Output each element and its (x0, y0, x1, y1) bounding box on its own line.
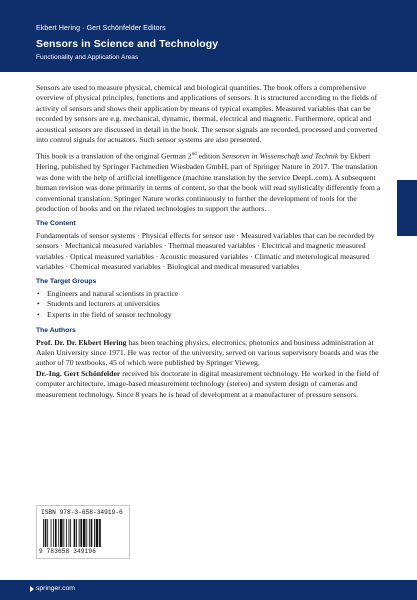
barcode-bar (99, 519, 101, 547)
author-bio (36, 338, 388, 400)
barcode-bar (60, 519, 63, 547)
barcode-bar (47, 519, 48, 547)
barcode-bar (91, 519, 93, 547)
barcode-bar (83, 519, 86, 547)
editors-names: Ekbert Hering · Gert Schönfelder (36, 25, 142, 32)
author-bio-text: has been teaching physics, electronics, photonics and business administration at Aalen University since 1971. He was rector of the university, served on various supervisory boards and was the author of 70 textbooks, 45 of which were published by Springer Vieweg. (36, 337, 379, 368)
author-name: Dr.-Ing. Gert Schönfelder (36, 368, 121, 378)
isbn-barcode (36, 505, 130, 559)
translation-superscript: nd (191, 152, 197, 158)
barcode-bar (51, 519, 52, 547)
publisher-website[interactable]: springer.com (36, 585, 75, 592)
author-name: Prof. Dr. Dr. Ekbert Hering (36, 337, 127, 347)
description-paragraph: Sensors are used to measure physical, chemical and biological quantities. The book offers a comprehensive overview of physical principles, functions and applications of sensors. It is structured according to the fields of activity of sensors and shows their application by means of typical examples. Measured variables that can be recorded by sensors are e.g. mechanical, dynamic, thermal, electrical and magnetic. Furthermore, optical and acoustical sensors are discussed in detail in the book. The sensor signals are recorded, processed and converted into control signals for actuators. Such sensor systems are also presented. (36, 83, 378, 145)
barcode-bar (63, 519, 64, 547)
translation-text-c: by Ekbert Hering, published by Springer Fachmedien Wiesbaden GmbH, part of Springer Nature in 2017. The translation was done with the help of artificial intelligence (machine translation by the service DeepL.com). A subsequent human revision was done primarily in terms of content, so that the book will read stylistically differently from a conventional translation. Springer Nature works continuously to further the development of tools for the production of books and on the related technologies to support the authors. (36, 152, 381, 214)
barcode-bar (70, 519, 71, 547)
barcode-bar (79, 519, 80, 547)
barcode-bar (80, 519, 82, 547)
isbn-label: ISBN 978-3-658-34919-6 (41, 509, 123, 516)
barcode-digits: 9 783658 349196 (39, 548, 97, 555)
target-groups-list (36, 289, 388, 320)
barcode-bar (69, 519, 70, 547)
content-list-text: Fundamentals of sensor systems · Physical effects for sensor use · Measured variables that can be recorded by sensors · Mechanical measured variables · Thermal measured variables · Electrical and magnetic measured variables · Optical measured variables · Acoustic measured variables · Climatic and meterological measured variables · Chemical measured variables · Biological and medical measured variables (36, 230, 375, 272)
translation-text-b: edition (196, 152, 222, 161)
barcode-bar (74, 519, 76, 547)
authors-heading: The Authors (36, 327, 76, 335)
barcode-bar (89, 519, 90, 547)
barcode-bar (55, 519, 57, 547)
list-item: • Students and lecturers at universities (36, 299, 388, 309)
barcode-bar (43, 519, 44, 547)
barcode-bar (96, 519, 99, 547)
content-heading: The Content (36, 220, 76, 228)
translation-text-a: This book is a translation of the original German 2 (36, 152, 192, 161)
list-item: • Experts in the field of sensor technology (36, 310, 388, 320)
barcode-bar (76, 519, 77, 547)
blurb-content (36, 83, 388, 400)
barcode-bar (58, 519, 59, 547)
author-bio-text: received his doctorate in digital measurement technology. He worked in the field of computer architecture, image-based measurement technology (stereo) and system design of cameras and measurement technology. Since 8 years he is head of development at a manufacturer of pressure sensors. (36, 368, 379, 399)
barcode-icon (43, 519, 123, 547)
editors-suffix: Editors (141, 25, 166, 32)
original-title-italic: Sensoren in Wissenschaft und Technik (221, 152, 339, 161)
translation-paragraph (36, 150, 388, 214)
arrow-icon (30, 586, 34, 592)
barcode-bar (66, 519, 67, 547)
book-subtitle: Functionality and Application Areas (36, 54, 139, 61)
book-title: Sensors in Science and Technology (36, 38, 219, 50)
edge-color-tab (397, 180, 417, 236)
editors-line (36, 25, 166, 32)
target-groups-heading: The Target Groups (36, 278, 97, 286)
cover-footer (0, 580, 417, 600)
cover-header (0, 0, 417, 72)
barcode-bar (94, 519, 95, 547)
barcode-bar (45, 519, 47, 547)
list-item: • Engineers and natural scientists in practice (36, 289, 388, 299)
barcode-bar (86, 519, 87, 547)
barcode-bar (53, 519, 54, 547)
